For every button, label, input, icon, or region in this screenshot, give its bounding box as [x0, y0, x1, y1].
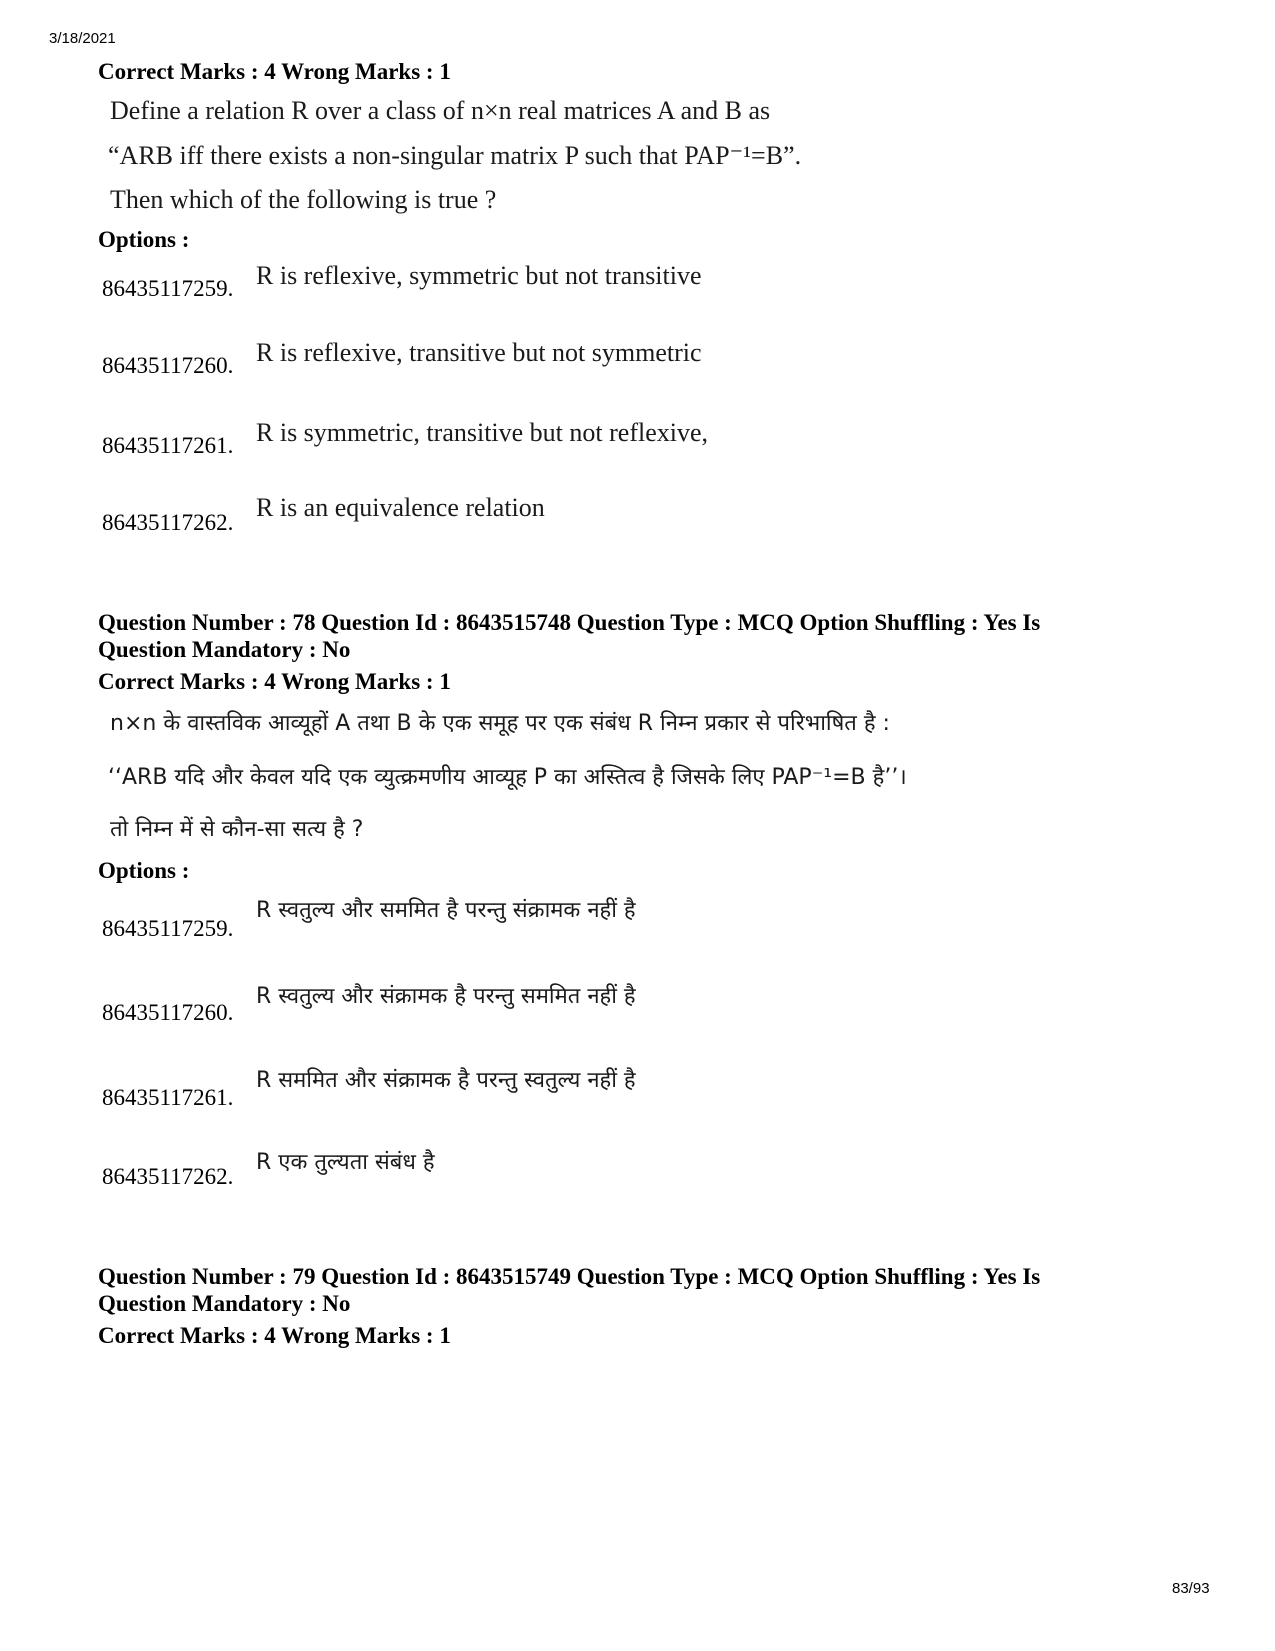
q77-options-label: Options : [98, 227, 190, 252]
q78-stem-line-1: n×n के वास्तविक आव्यूहों A तथा B के एक समूह पर एक संबंध R निम्न प्रकार से परिभाषित है : [110, 711, 890, 736]
q77-marks: Correct Marks : 4 Wrong Marks : 1 [98, 59, 451, 84]
q79-header-line-2: Question Mandatory : No [98, 1291, 351, 1316]
q77-option-2-id: 86435117260. [102, 353, 234, 378]
q77-option-2-text: R is reflexive, transitive but not symmetric [256, 338, 702, 367]
q78-option-3-text: R सममित और संक्रामक है परन्तु स्वतुल्य नहीं है [256, 1068, 636, 1093]
q78-stem-line-2: ‘‘ARB यदि और केवल यदि एक व्युत्क्रमणीय आव्यूह P का अस्तित्व है जिसके लिए PAP⁻¹=B है’’। [108, 765, 907, 790]
print-date: 3/18/2021 [49, 30, 116, 47]
q77-stem-line-1: Define a relation R over a class of n×n real matrices A and B as [110, 96, 771, 125]
q78-options-label: Options : [98, 858, 190, 883]
q78-option-1-text: R स्वतुल्य और सममित है परन्तु संक्रामक नहीं है [256, 898, 636, 923]
q78-option-4-text: R एक तुल्यता संबंध है [256, 1150, 435, 1175]
q78-option-1-id: 86435117259. [102, 916, 234, 941]
q77-option-4-text: R is an equivalence relation [256, 493, 545, 522]
q78-header-line-2: Question Mandatory : No [98, 637, 351, 662]
q77-option-1-id: 86435117259. [102, 276, 234, 301]
q77-stem-line-2: “ARB iff there exists a non-singular matrix P such that PAP⁻¹=B”. [108, 141, 802, 170]
q79-marks: Correct Marks : 4 Wrong Marks : 1 [98, 1323, 451, 1348]
q78-option-3-id: 86435117261. [102, 1085, 234, 1110]
page-number: 83/93 [1172, 1580, 1210, 1597]
q78-stem-line-3: तो निम्न में से कौन-सा सत्य है ? [110, 817, 364, 842]
q78-marks: Correct Marks : 4 Wrong Marks : 1 [98, 669, 451, 694]
q79-header-line-1: Question Number : 79 Question Id : 8643515749 Question Type : MCQ Option Shuffling : Yes Is [98, 1264, 1041, 1289]
q77-stem-line-3: Then which of the following is true ? [110, 185, 497, 214]
q78-option-2-text: R स्वतुल्य और संक्रामक है परन्तु सममित नहीं है [256, 984, 636, 1009]
q77-option-3-text: R is symmetric, transitive but not reflexive, [256, 418, 709, 447]
q78-header-line-1: Question Number : 78 Question Id : 8643515748 Question Type : MCQ Option Shuffling : Yes Is [98, 610, 1041, 635]
q78-option-2-id: 86435117260. [102, 1000, 234, 1025]
q77-option-1-text: R is reflexive, symmetric but not transitive [256, 261, 702, 290]
q77-option-4-id: 86435117262. [102, 510, 234, 535]
q77-option-3-id: 86435117261. [102, 433, 234, 458]
q78-option-4-id: 86435117262. [102, 1164, 234, 1189]
